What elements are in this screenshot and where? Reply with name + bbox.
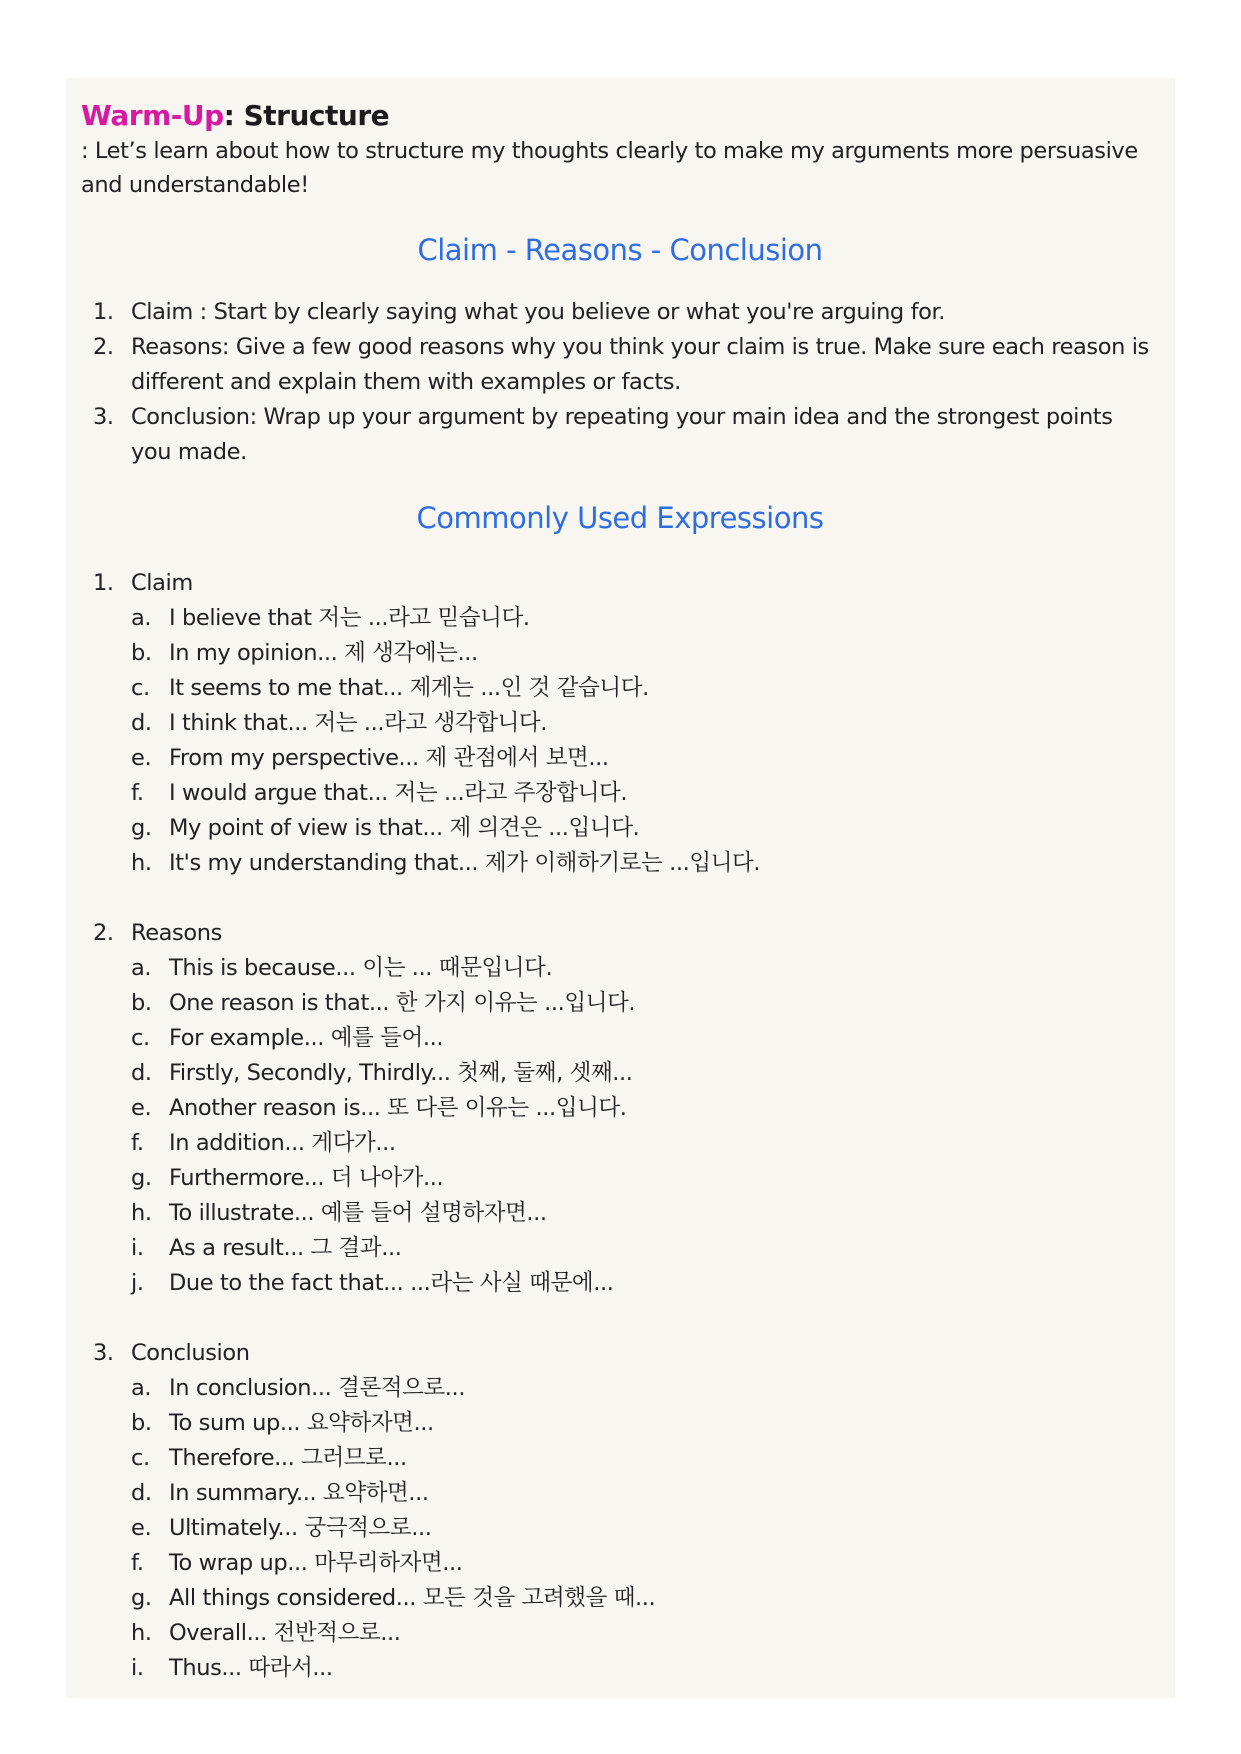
list-item <box>81 295 1159 330</box>
group-heading <box>81 1336 1159 1371</box>
list-number: 2. <box>93 920 114 946</box>
expression-item <box>81 1616 1159 1651</box>
item-letter: g. <box>131 1585 152 1611</box>
item-text: It seems to me that... 제게는 ...인 것 같습니다. <box>169 675 649 701</box>
expression-item <box>81 741 1159 776</box>
item-text: In conclusion... 결론적으로... <box>169 1375 466 1401</box>
item-letter: d. <box>131 1060 152 1086</box>
item-text: In my opinion... 제 생각에는... <box>169 640 478 666</box>
item-text: All things considered... 모든 것을 고려했을 때... <box>169 1585 656 1611</box>
expression-item <box>81 951 1159 986</box>
list-text: Conclusion: Wrap up your argument by repeating your main idea and the strongest points you made. <box>131 404 1113 465</box>
expression-item <box>81 601 1159 636</box>
list-text: Reasons: Give a few good reasons why you think your claim is true. Make sure each reason is different and explain them with examples or facts. <box>131 334 1149 395</box>
group-label: Conclusion <box>131 1340 250 1366</box>
item-text: As a result... 그 결과... <box>169 1235 402 1261</box>
item-text: One reason is that... 한 가지 이유는 ...입니다. <box>169 990 636 1016</box>
list-number: 1. <box>93 299 114 325</box>
expression-item <box>81 1161 1159 1196</box>
expression-item <box>81 1266 1159 1301</box>
item-letter: e. <box>131 1515 152 1541</box>
item-letter: i. <box>131 1235 144 1261</box>
list-item <box>81 330 1159 400</box>
title-accent: Warm-Up <box>81 99 224 132</box>
item-text: Ultimately... 궁극적으로... <box>169 1515 432 1541</box>
item-text: My point of view is that... 제 의견은 ...입니다. <box>169 815 640 841</box>
expression-item <box>81 1406 1159 1441</box>
item-text: Furthermore... 더 나아가... <box>169 1165 444 1191</box>
item-text: I believe that 저는 ...라고 믿습니다. <box>169 605 530 631</box>
warm-up-panel <box>66 78 1175 1698</box>
expression-item <box>81 776 1159 811</box>
item-text: For example... 예를 들어... <box>169 1025 444 1051</box>
expression-item <box>81 1511 1159 1546</box>
item-letter: j. <box>131 1270 144 1296</box>
item-text: I would argue that... 저는 ...라고 주장합니다. <box>169 780 628 806</box>
item-text: To illustrate... 예를 들어 설명하자면... <box>169 1200 547 1226</box>
item-letter: c. <box>131 1445 150 1471</box>
item-text: Firstly, Secondly, Thirdly... 첫째, 둘째, 셋째... <box>169 1060 633 1086</box>
item-letter: f. <box>131 1550 144 1576</box>
group-heading <box>81 566 1159 601</box>
expression-item <box>81 846 1159 881</box>
list-text: Claim : Start by clearly saying what you believe or what you're arguing for. <box>131 299 945 325</box>
expression-item <box>81 1476 1159 1511</box>
item-letter: g. <box>131 1165 152 1191</box>
item-text: Overall... 전반적으로... <box>169 1620 401 1646</box>
item-text: To sum up... 요약하자면... <box>169 1410 434 1436</box>
expression-item <box>81 1021 1159 1056</box>
item-letter: d. <box>131 1480 152 1506</box>
expression-item <box>81 986 1159 1021</box>
item-text: This is because... 이는 ... 때문입니다. <box>169 955 553 981</box>
item-letter: a. <box>131 1375 152 1401</box>
expression-group-claim <box>81 566 1159 881</box>
expression-item <box>81 1546 1159 1581</box>
section-heading-structure: Claim - Reasons - Conclusion <box>417 233 823 267</box>
item-letter: b. <box>131 1410 152 1436</box>
expression-item <box>81 811 1159 846</box>
expression-item <box>81 1056 1159 1091</box>
item-text: I think that... 저는 ...라고 생각합니다. <box>169 710 547 736</box>
item-text: Another reason is... 또 다른 이유는 ...입니다. <box>169 1095 627 1121</box>
group-heading <box>81 916 1159 951</box>
item-letter: f. <box>131 1130 144 1156</box>
item-text: In summary... 요약하면... <box>169 1480 429 1506</box>
item-letter: e. <box>131 1095 152 1121</box>
item-letter: d. <box>131 710 152 736</box>
item-letter: a. <box>131 955 152 981</box>
item-letter: a. <box>131 605 152 631</box>
item-text: It's my understanding that... 제가 이해하기로는 ...입니다. <box>169 850 761 876</box>
expression-item <box>81 1231 1159 1266</box>
expression-group-reasons <box>81 916 1159 1301</box>
item-text: To wrap up... 마무리하자면... <box>169 1550 463 1576</box>
expression-item <box>81 1126 1159 1161</box>
item-letter: e. <box>131 745 152 771</box>
expression-item <box>81 671 1159 706</box>
item-letter: h. <box>131 850 152 876</box>
item-letter: c. <box>131 1025 150 1051</box>
list-number: 1. <box>93 570 114 596</box>
group-label: Reasons <box>131 920 222 946</box>
item-text: Due to the fact that... ...라는 사실 때문에... <box>169 1270 614 1296</box>
expression-item <box>81 1196 1159 1231</box>
list-item <box>81 400 1159 470</box>
expression-item <box>81 1651 1159 1686</box>
list-number: 2. <box>93 334 114 360</box>
item-text: Therefore... 그러므로... <box>169 1445 407 1471</box>
list-number: 3. <box>93 1340 114 1366</box>
item-letter: h. <box>131 1200 152 1226</box>
group-label: Claim <box>131 570 193 596</box>
structure-steps-list <box>81 295 1159 470</box>
page-title <box>81 98 1159 134</box>
item-text: From my perspective... 제 관점에서 보면... <box>169 745 609 771</box>
list-number: 3. <box>93 404 114 430</box>
item-letter: f. <box>131 780 144 806</box>
expression-item <box>81 1581 1159 1616</box>
expression-item <box>81 636 1159 671</box>
section-heading-expressions: Commonly Used Expressions <box>416 501 824 535</box>
expression-group-conclusion <box>81 1336 1159 1686</box>
item-text: In addition... 게다가... <box>169 1130 396 1156</box>
item-letter: b. <box>131 640 152 666</box>
title-rest: : Structure <box>223 99 390 132</box>
expression-item <box>81 1091 1159 1126</box>
item-letter: g. <box>131 815 152 841</box>
expression-item <box>81 1441 1159 1476</box>
expression-item <box>81 1371 1159 1406</box>
item-letter: i. <box>131 1655 144 1681</box>
item-letter: c. <box>131 675 150 701</box>
item-text: Thus... 따라서... <box>169 1655 333 1681</box>
item-letter: b. <box>131 990 152 1016</box>
intro-text: : Let’s learn about how to structure my thoughts clearly to make my arguments more persuasive and understandable! <box>81 138 1138 198</box>
expression-item <box>81 706 1159 741</box>
item-letter: h. <box>131 1620 152 1646</box>
